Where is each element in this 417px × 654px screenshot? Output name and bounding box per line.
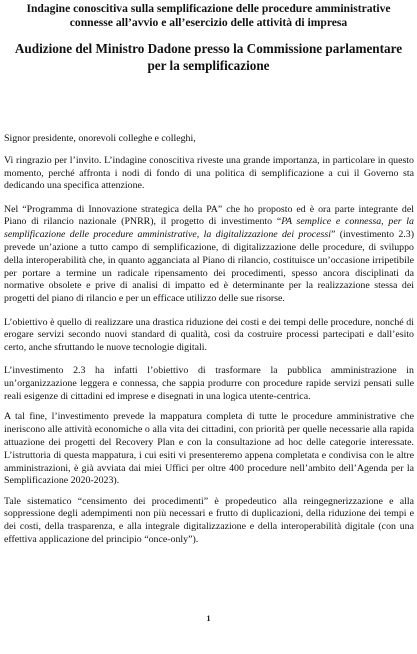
paragraph-2-italic-project-name: PA semplice e connessa, per la semplificazione delle procedure amministrative, la digitalizzazione dei processi: [4, 216, 414, 241]
paragraph-2-text-b: ” (investimento 2.3) prevede un’azione a tutto campo di semplificazione, di digitalizzazione delle procedure, di sviluppo della interoperabilità che, in quanto agganciata al Piano di rilancio, costituisce un’occasione irripetibile per portare a termine un radicale ripensamento dei procedimenti, spesso ancora disciplinati da normative obsolete e prive di analisi di impatto ed è determinante per la realizzazione stessa dei progetti del piano di rilancio e per un efficace utilizzo delle sue risorse.: [4, 229, 414, 305]
document-subtitle: Audizione del Ministro Dadone presso la Commissione parlamentare per la semplificazione: [14, 41, 403, 73]
document-body: [4, 133, 414, 557]
paragraph-1: Vi ringrazio per l’invito. L’indagine conoscitiva riveste una grande importanza, in particolare in questo momento, perché affronta i nodi di fondo di una politica di semplificazione a cui il Governo sta dedicando una specifica attenzione.: [4, 154, 414, 192]
paragraph-2-text-a: Nel “Programma di Innovazione strategica della PA” che ho proposto ed è ora parte integrante del Piano di rilancio nazionale (PNRR), il progetto di investimento “: [4, 203, 414, 228]
paragraph-6: Tale sistematico “censimento dei procedimenti” è propedeutico alla reingegnerizzazione e alla soppressione degli adempimenti non più necessari e frutto di duplicazioni, della riduzione dei tempi e dei costi, della trasparenza, e alla integrale digitalizzazione e della interoperabilità digitale (con una effettiva applicazione del principio “once-only”).: [4, 495, 414, 546]
salutation-paragraph: Signor presidente, onorevoli colleghe e colleghi,: [4, 133, 196, 144]
document-title: [20, 2, 397, 30]
paragraph-3: L’obiettivo è quello di realizzare una drastica riduzione dei costi e dei tempi delle procedure, nonché di erogare servizi secondo nuovi standard di qualità, così da costruire processi partecipati e dall’esito certo, anche sfruttando le nuove tecnologie digitali.: [4, 316, 414, 354]
paragraph-2: [4, 204, 414, 306]
paragraph-5: A tal fine, l’investimento prevede la mappatura completa di tutte le procedure amministrative che ineriscono alle attività economiche o alla vita dei cittadini, con priorità per quelle necessarie alla rapida attuazione dei progetti del Recovery Plan e con la consultazione ad hoc delle categorie interessate. L’istruttoria di questa mappatura, i cui esiti vi presenteremo appena completata e condivisa con le altre amministrazioni, è già avviata dai miei Uffici per oltre 400 procedure nell’ambito dell’Agenda per la Semplificazione 2020-2023).: [4, 411, 414, 487]
paragraph-4: L’investimento 2.3 ha infatti l’obiettivo di trasformare la pubblica amministrazione in un’organizzazione leggera e connessa, che sappia produrre con procedure rapide servizi pensati sulle reali esigenze di cittadini ed imprese e disegnati in una logica utente-centrica.: [4, 365, 414, 403]
page-number: 1: [206, 614, 211, 623]
document-title-line-2: connesse all’avvio e all’esercizio delle attività di impresa: [69, 16, 348, 29]
document-title-line-1: Indagine conoscitiva sulla semplificazione delle procedure amministrative: [26, 2, 391, 15]
